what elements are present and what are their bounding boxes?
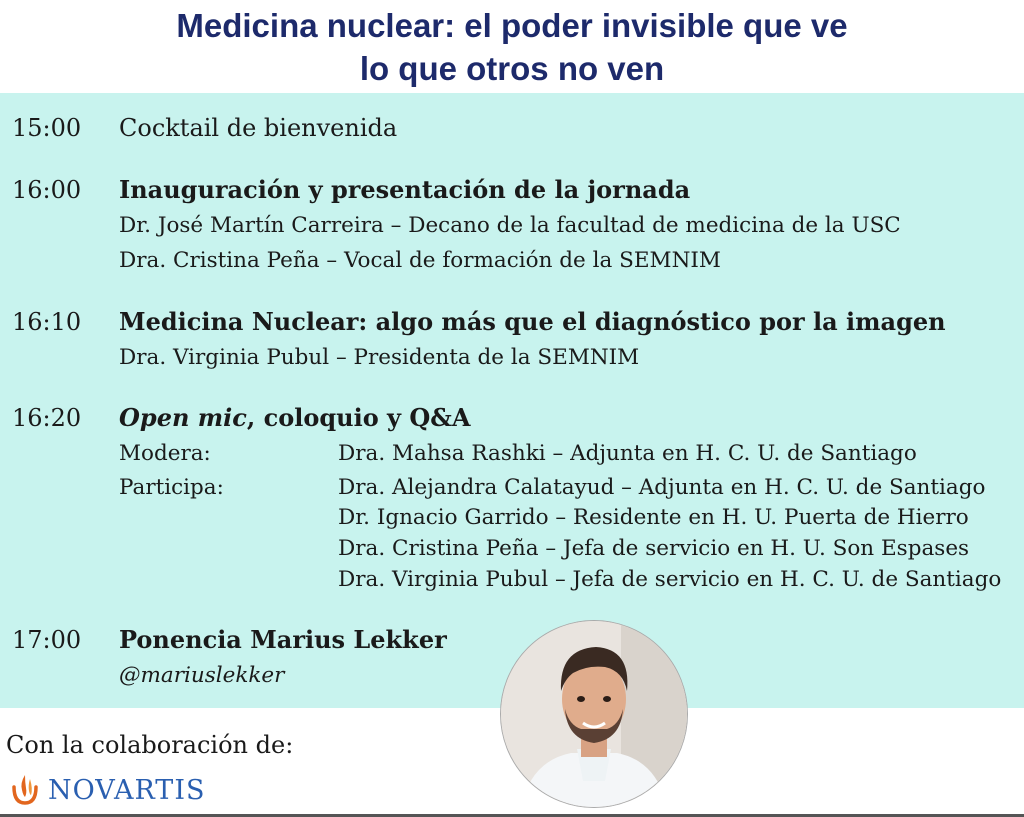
session-title-cocktail: Cocktail de bienvenida [119, 114, 398, 142]
session-title-medicina-nuclear: Medicina Nuclear: algo más que el diagnóstico por la imagen [119, 307, 946, 336]
time-1700: 17:00 [12, 626, 82, 654]
participant-line: Dra. Cristina Peña – Jefa de servicio en H. U. Son Espases [338, 536, 970, 561]
participa-label: Participa: [119, 475, 224, 500]
title-line-2: lo que otros no ven [359, 50, 665, 87]
novartis-flame-icon [10, 773, 40, 807]
speaker-line: Dra. Virginia Pubul – Presidenta de la SEMNIM [119, 345, 640, 370]
collaboration-label: Con la colaboración de: [6, 731, 294, 759]
novartis-logo [10, 772, 205, 808]
time-1620: 16:20 [12, 404, 82, 432]
time-1600: 16:00 [12, 176, 82, 204]
speaker-line: Dr. José Martín Carreira – Decano de la facultad de medicina de la USC [119, 213, 901, 238]
open-mic-rest: , coloquio y Q&A [246, 403, 471, 432]
speaker-portrait-icon [501, 621, 687, 807]
session-title-open-mic [119, 403, 471, 433]
participant-line: Dra. Alejandra Calatayud – Adjunta en H. C. U. de Santiago [338, 475, 986, 500]
participant-line: Dra. Virginia Pubul – Jefa de servicio en H. C. U. de Santiago [338, 567, 1002, 592]
speaker-line: Dra. Cristina Peña – Vocal de formación de la SEMNIM [119, 248, 721, 273]
time-1500: 15:00 [12, 114, 82, 142]
speaker-handle: @mariuslekker [119, 663, 285, 688]
modera-label: Modera: [119, 441, 211, 466]
session-title-ponencia: Ponencia Marius Lekker [119, 625, 447, 654]
participant-line: Dr. Ignacio Garrido – Residente en H. U. Puerta de Hierro [338, 505, 969, 530]
moderator-line: Dra. Mahsa Rashki – Adjunta en H. C. U. de Santiago [338, 441, 917, 466]
page-title [0, 4, 1024, 90]
sponsor-name: NOVARTIS [48, 774, 206, 806]
time-1610: 16:10 [12, 308, 82, 336]
speaker-photo [500, 620, 688, 808]
title-line-1: Medicina nuclear: el poder invisible que ve [176, 7, 848, 44]
open-mic-italic: Open mic [119, 403, 247, 432]
session-title-inauguracion: Inauguración y presentación de la jornada [119, 175, 691, 204]
